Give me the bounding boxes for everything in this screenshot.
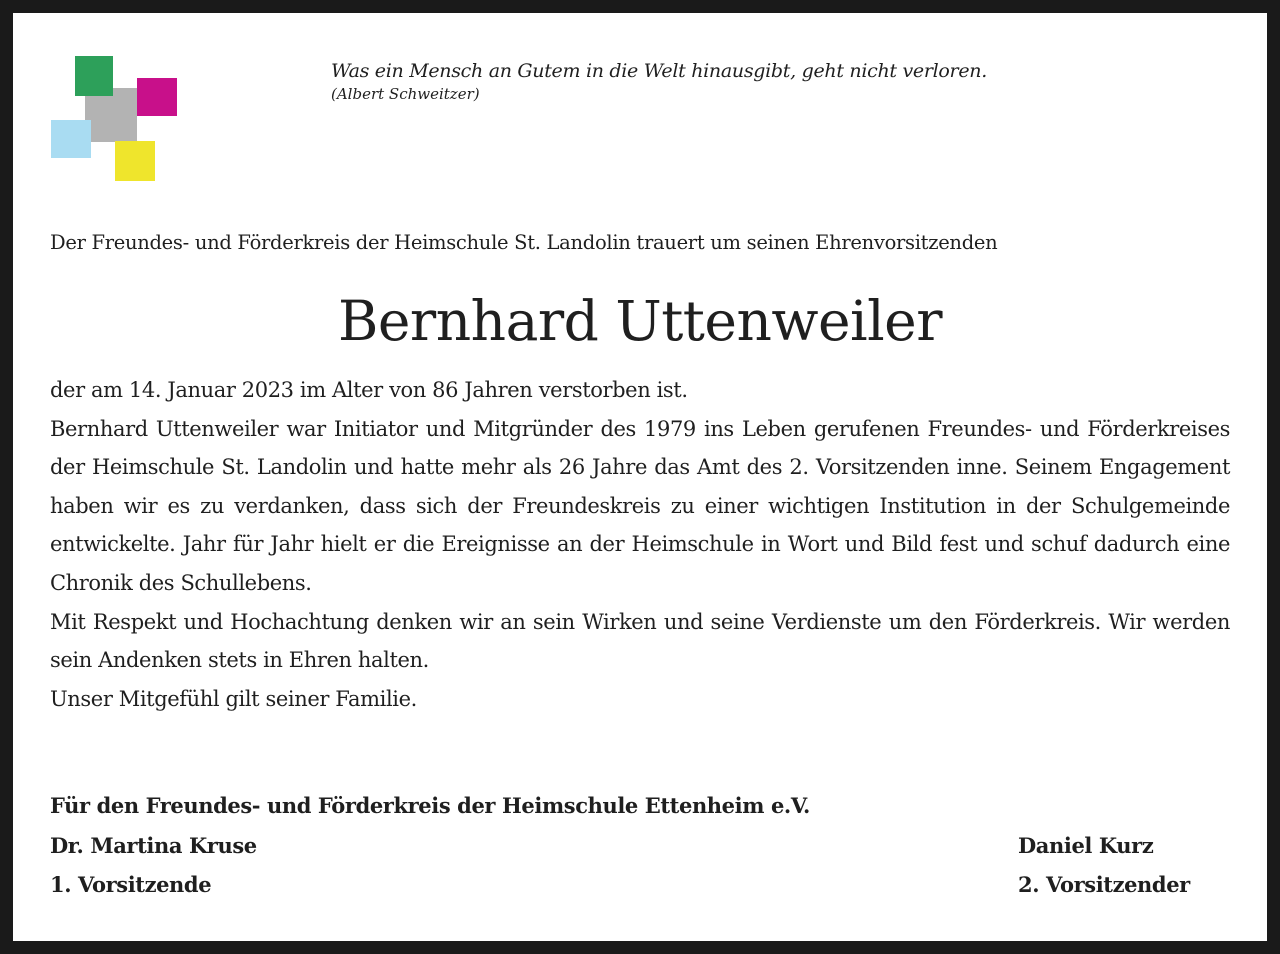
- signer-name: Daniel Kurz: [1018, 833, 1154, 858]
- paragraph: Mit Respekt und Hochachtung denken wir an sein Wirken und seine Verdienste um den Förderkreis. Wir werden sein Andenken stets in Ehren halten.: [50, 609, 1230, 673]
- logo-yellow-square: [115, 141, 155, 181]
- signer-role: 2. Vorsitzender: [1018, 872, 1190, 897]
- logo-blue-square: [51, 120, 91, 158]
- obituary-notice: [13, 13, 1267, 941]
- quote-text: Was ein Mensch an Gutem in die Welt hinausgibt, geht nicht verloren.: [331, 60, 987, 82]
- logo-magenta-square: [137, 78, 177, 116]
- signer-second: [1018, 826, 1190, 904]
- logo-gray-square: [85, 88, 137, 142]
- signature-organization: Für den Freundes- und Förderkreis der Heimschule Ettenheim e.V.: [50, 793, 810, 818]
- paragraph: Unser Mitgefühl gilt seiner Familie.: [50, 686, 417, 711]
- body-text: [50, 371, 1230, 718]
- quote-block: [331, 58, 1211, 104]
- quote-author: (Albert Schweitzer): [331, 85, 480, 103]
- intro-line: Der Freundes- und Förderkreis der Heimschule St. Landolin trauert um seinen Ehrenvorsitzenden: [50, 231, 998, 254]
- signer-name: Dr. Martina Kruse: [50, 833, 257, 858]
- signer-role: 1. Vorsitzende: [50, 872, 212, 897]
- school-logo: [49, 53, 189, 193]
- paragraph: der am 14. Januar 2023 im Alter von 86 Jahren verstorben ist.: [50, 378, 688, 402]
- logo-green-square: [75, 56, 113, 96]
- paragraph: Bernhard Uttenweiler war Initiator und Mitgründer des 1979 ins Leben gerufenen Freundes- und Förderkreises der Heimschule St. Landolin und hatte mehr als 26 Jahre das Amt des 2. Vorsitzenden inne. Seinem Engagement haben wir es zu verdanken, dass sich der Freundeskreis zu einer wichtigen Institution in der Schulgemeinde entwickelte. Jahr für Jahr hielt er die Ereignisse an der Heimschule in Wort und Bild fest und schuf dadurch eine Chronik des Schullebens.: [50, 416, 1230, 595]
- signer-first: [50, 826, 257, 904]
- deceased-name: Bernhard Uttenweiler: [337, 289, 943, 353]
